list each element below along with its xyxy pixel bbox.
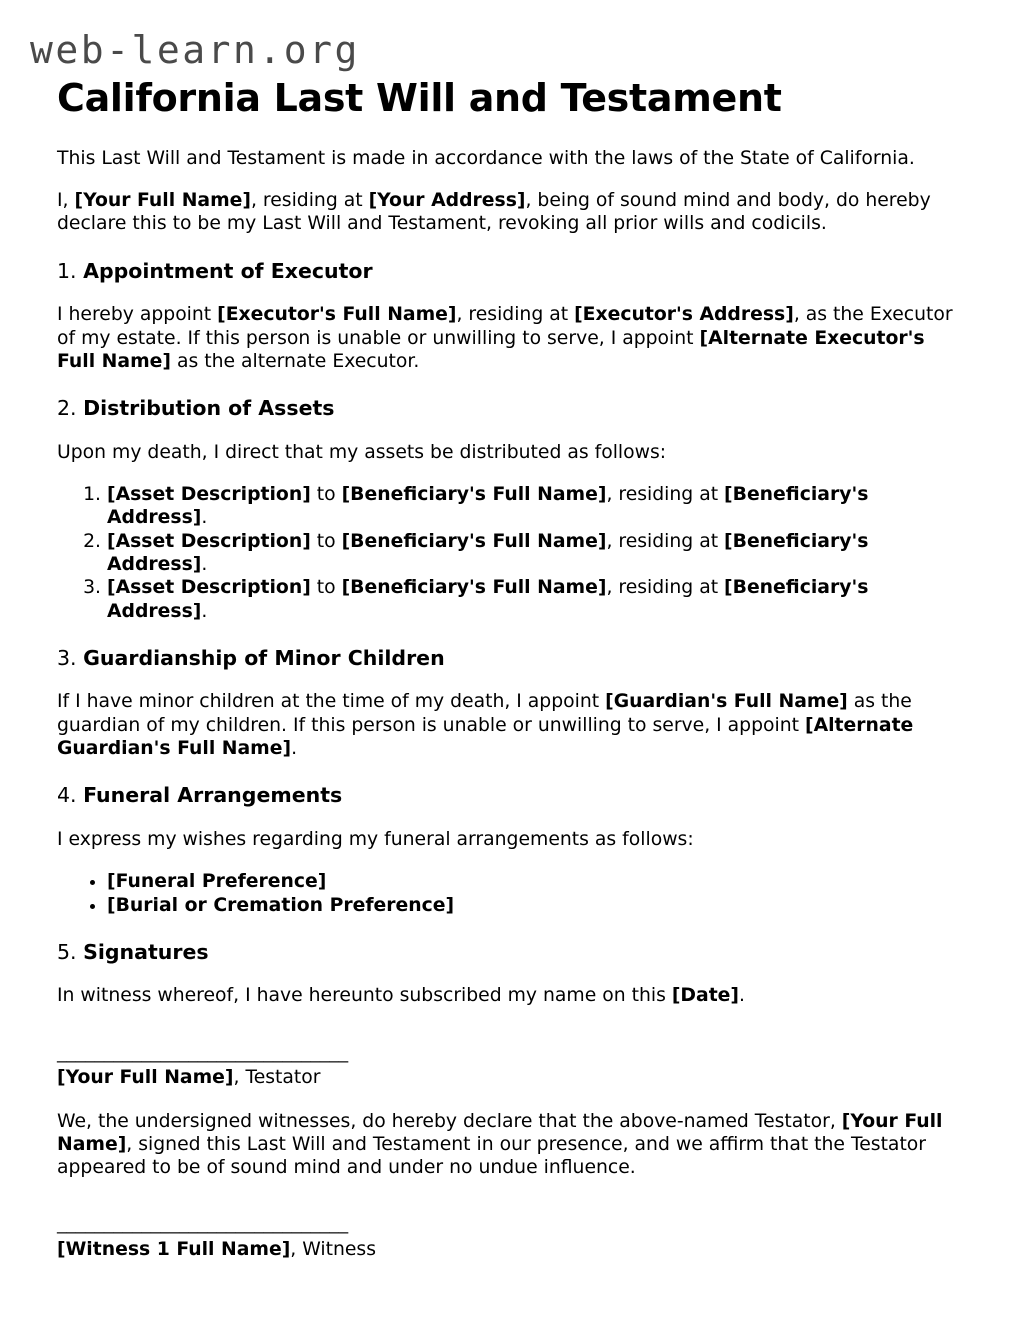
placeholder-field: [Your Full Name] xyxy=(57,1110,943,1155)
witness-signature-name xyxy=(57,1239,376,1260)
asset-distribution-list xyxy=(57,483,968,623)
placeholder-field: [Asset Description] xyxy=(107,530,311,552)
site-logo: web-learn.org xyxy=(30,28,360,72)
text-run: 1. xyxy=(57,258,84,283)
text-run: . xyxy=(291,738,298,760)
placeholder-field: [Beneficiary's Address] xyxy=(107,484,869,529)
text-run: I hereby appoint xyxy=(57,304,218,326)
document-title: California Last Will and Testament xyxy=(57,76,782,121)
placeholder-field: [Witness 1 Full Name] xyxy=(57,1238,291,1260)
asset-list-item xyxy=(107,483,968,530)
text-run: 3. xyxy=(57,645,84,670)
placeholder-field: [Beneficiary's Address] xyxy=(107,530,869,575)
text-run: , being of sound mind and body, do hereby declare this to be my Last Will and Testament, revoking all prior wills and codicils. xyxy=(57,190,931,235)
text-run: This Last Will and Testament is made in accordance with the laws of the State of California. xyxy=(57,147,915,169)
text-run: In witness whereof, I have hereunto subscribed my name on this xyxy=(57,985,672,1007)
placeholder-field: [Alternate Executor's Full Name] xyxy=(57,327,925,372)
section-heading-guardianship xyxy=(57,646,968,672)
funeral-preference-item xyxy=(107,894,968,917)
placeholder-field: [Your Full Name] xyxy=(57,1067,234,1089)
section-heading-signatures xyxy=(57,940,968,966)
text-run: Upon my death, I direct that my assets be distributed as follows: xyxy=(57,441,667,463)
intro-paragraph xyxy=(57,147,968,170)
section-heading-funeral xyxy=(57,783,968,809)
executor-paragraph xyxy=(57,303,968,373)
text-run: , residing at xyxy=(606,577,725,599)
witness-declaration-paragraph xyxy=(57,1110,968,1180)
assets-intro-paragraph xyxy=(57,441,968,464)
placeholder-field: [Beneficiary's Full Name] xyxy=(341,577,607,599)
funeral-intro-paragraph xyxy=(57,828,968,851)
text-run: I, xyxy=(57,190,75,212)
placeholder-field: [Beneficiary's Full Name] xyxy=(341,484,607,506)
placeholder-field: [Funeral Preference] xyxy=(107,871,327,893)
text-run: 4. xyxy=(57,783,84,808)
placeholder-field: [Guardian's Full Name] xyxy=(605,691,848,713)
section-heading-assets xyxy=(57,396,968,422)
section-heading-executor xyxy=(57,259,968,285)
funeral-preferences-list xyxy=(57,870,968,917)
asset-list-item xyxy=(107,530,968,577)
placeholder-field: Appointment of Executor xyxy=(83,258,373,283)
text-run: . xyxy=(739,985,745,1007)
testator-signature-block xyxy=(57,1040,968,1091)
text-run: , Testator xyxy=(233,1067,321,1089)
placeholder-field: Guardianship of Minor Children xyxy=(83,645,445,670)
text-run: , residing at xyxy=(606,484,725,506)
placeholder-field: [Beneficiary's Full Name] xyxy=(341,530,607,552)
testator-signature-line: _______________________________ xyxy=(57,1041,349,1063)
placeholder-field: [Beneficiary's Address] xyxy=(107,577,869,622)
funeral-preference-item xyxy=(107,870,968,893)
placeholder-field: [Executor's Full Name] xyxy=(217,304,457,326)
text-run: as the alternate Executor. xyxy=(170,350,420,372)
text-run: to xyxy=(310,530,342,552)
placeholder-field: [Your Address] xyxy=(368,190,526,212)
text-run: 5. xyxy=(57,939,84,964)
testator-signature-name xyxy=(57,1067,321,1088)
text-run: We, the undersigned witnesses, do hereby declare that the above-named Testator, xyxy=(57,1110,842,1132)
text-run: I express my wishes regarding my funeral arrangements as follows: xyxy=(57,828,694,850)
text-run: . xyxy=(201,507,208,529)
placeholder-field: [Burial or Cremation Preference] xyxy=(107,894,455,916)
text-run: , residing at xyxy=(456,304,575,326)
placeholder-field: [Date] xyxy=(671,985,739,1007)
text-run: , Witness xyxy=(290,1238,377,1260)
witness-signature-block xyxy=(57,1211,968,1262)
placeholder-field: [Your Full Name] xyxy=(74,190,251,212)
text-run: , signed this Last Will and Testament in our presence, and we affirm that the Testator appeared to be of sound mind and under no undue influence. xyxy=(57,1133,927,1179)
witness-date-paragraph xyxy=(57,984,968,1007)
text-run: If I have minor children at the time of my death, I appoint xyxy=(57,691,606,713)
placeholder-field: Distribution of Assets xyxy=(83,396,335,421)
declaration-paragraph xyxy=(57,189,968,236)
text-run: to xyxy=(310,484,342,506)
text-run: as the guardian of my children. If this person is unable or unwilling to serve, I appoint xyxy=(57,691,912,736)
text-run: 2. xyxy=(57,396,84,421)
placeholder-field: Signatures xyxy=(83,939,209,964)
text-run: to xyxy=(310,577,342,599)
asset-list-item xyxy=(107,576,968,623)
text-run: , as the Executor of my estate. If this person is unable or unwilling to serve, I appoint xyxy=(57,304,953,349)
placeholder-field: [Asset Description] xyxy=(107,577,311,599)
text-run: , residing at xyxy=(250,190,369,212)
text-run: . xyxy=(201,600,208,622)
witness-signature-line: _______________________________ xyxy=(57,1213,349,1235)
placeholder-field: Funeral Arrangements xyxy=(83,783,343,808)
text-run: . xyxy=(201,553,208,575)
placeholder-field: [Executor's Address] xyxy=(574,304,794,326)
guardianship-paragraph xyxy=(57,690,968,760)
placeholder-field: [Alternate Guardian's Full Name] xyxy=(57,714,914,760)
text-run: , residing at xyxy=(606,530,725,552)
placeholder-field: [Asset Description] xyxy=(107,484,311,506)
